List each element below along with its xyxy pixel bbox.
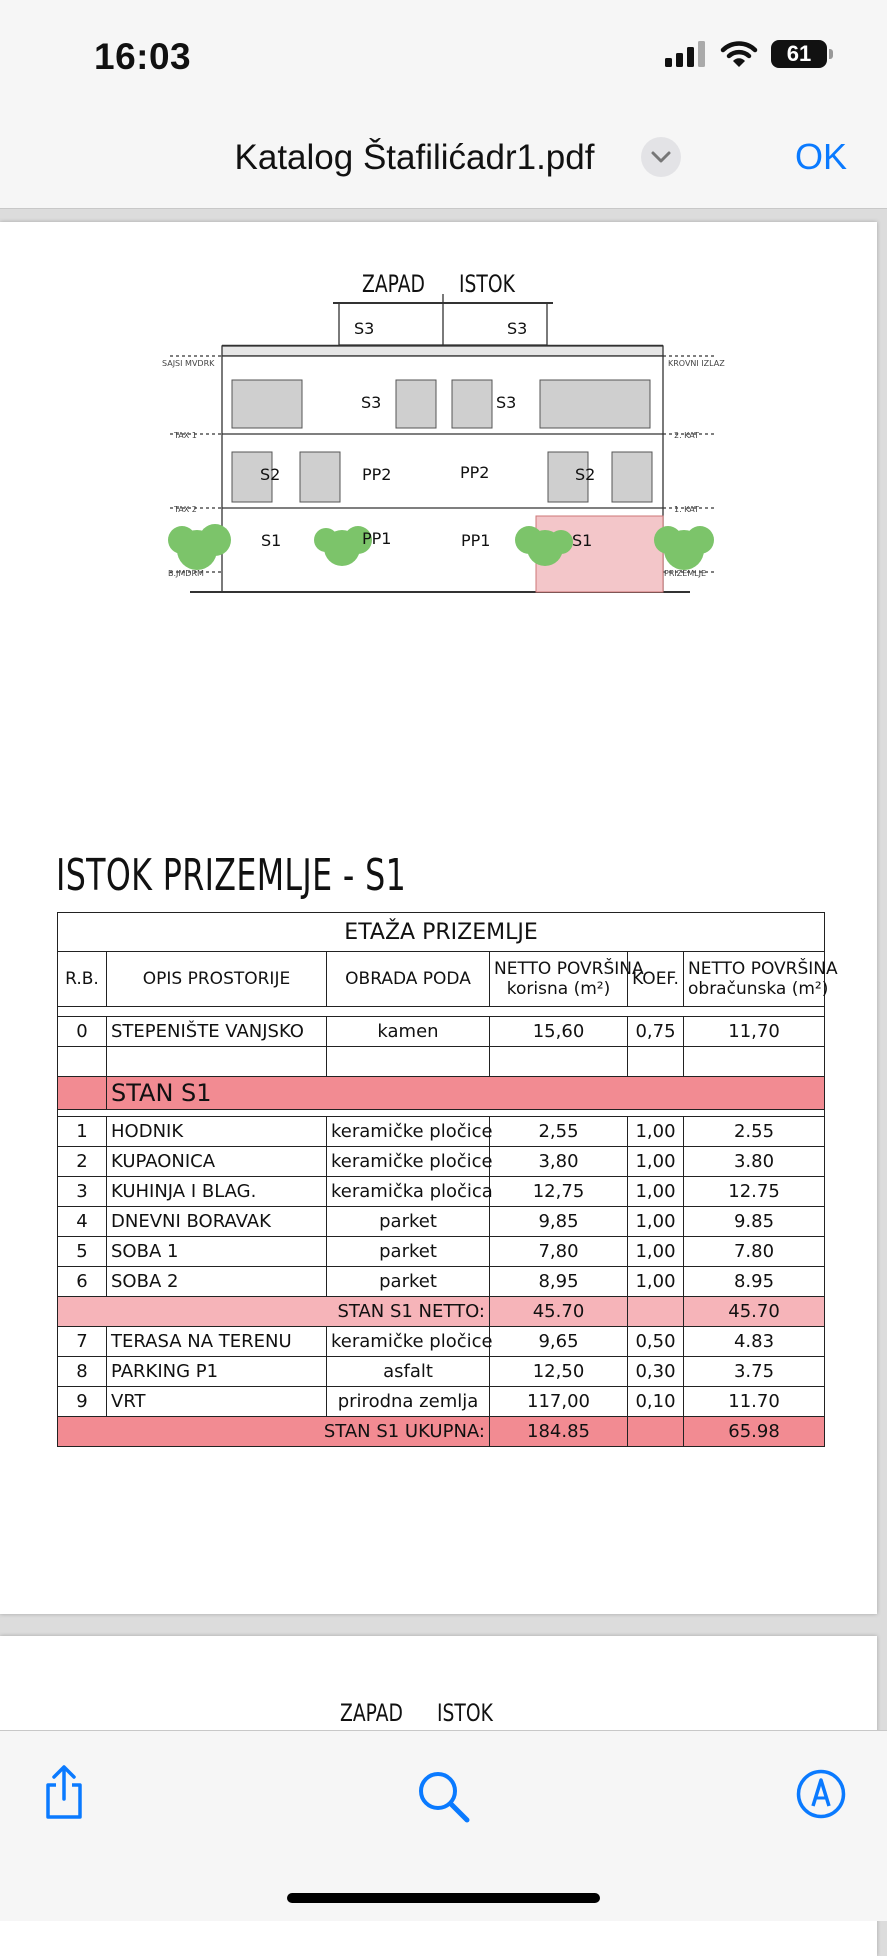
status-icons bbox=[665, 40, 827, 68]
level-label: TAX 1 bbox=[174, 431, 197, 440]
cell-rb: 6 bbox=[58, 1267, 107, 1297]
unit-label: S2 bbox=[260, 465, 281, 484]
search-icon bbox=[416, 1769, 472, 1825]
header-line: korisna (m²) bbox=[506, 979, 611, 999]
cell-korisna: 3,80 bbox=[490, 1147, 628, 1177]
cell-rb: 8 bbox=[58, 1357, 107, 1387]
col-header-obrada: OBRADA PODA bbox=[327, 952, 490, 1007]
table-header-row bbox=[58, 952, 825, 1007]
share-button[interactable] bbox=[38, 1763, 90, 1821]
cell-koef: 1,00 bbox=[628, 1207, 684, 1237]
pdf-page-1[interactable] bbox=[0, 222, 877, 1614]
cell-koef: 0,30 bbox=[628, 1357, 684, 1387]
chevron-down-icon bbox=[651, 151, 671, 163]
cell-korisna: 9,85 bbox=[490, 1207, 628, 1237]
netto-korisna: 45.70 bbox=[490, 1297, 628, 1327]
cell-koef: 0,10 bbox=[628, 1387, 684, 1417]
empty-cell bbox=[628, 1417, 684, 1447]
unit-label: PP1 bbox=[461, 531, 491, 550]
level-label: KROVNI IZLAZ bbox=[668, 359, 725, 368]
level-label: 1. KAT bbox=[674, 505, 700, 514]
header-line: obračunska (m²) bbox=[688, 979, 829, 999]
cell-obracunska: 2.55 bbox=[684, 1117, 825, 1147]
empty-cell bbox=[58, 1077, 107, 1110]
cell-koef: 0,50 bbox=[628, 1327, 684, 1357]
cellular-signal-icon bbox=[665, 41, 707, 67]
cell-opis: HODNIK bbox=[107, 1117, 327, 1147]
floor-heading: ETAŽA PRIZEMLJE bbox=[58, 913, 825, 952]
empty-cell bbox=[107, 1047, 327, 1077]
cell-obracunska: 11,70 bbox=[684, 1017, 825, 1047]
cell-rb: 9 bbox=[58, 1387, 107, 1417]
cell-obrada: keramička pločica bbox=[327, 1177, 490, 1207]
cell-koef: 1,00 bbox=[628, 1147, 684, 1177]
cell-rb: 5 bbox=[58, 1237, 107, 1267]
unit-label: PP2 bbox=[362, 465, 392, 484]
cell-korisna: 117,00 bbox=[490, 1387, 628, 1417]
empty-cell bbox=[58, 1047, 107, 1077]
cell-obrada: keramičke pločice bbox=[327, 1117, 490, 1147]
section-title: ISTOK PRIZEMLJE - S1 bbox=[56, 850, 407, 901]
cell-korisna: 12,75 bbox=[490, 1177, 628, 1207]
table-row bbox=[58, 913, 825, 952]
spacer-cell bbox=[58, 1110, 825, 1117]
cell-koef: 0,75 bbox=[628, 1017, 684, 1047]
cell-koef: 1,00 bbox=[628, 1237, 684, 1267]
markup-icon bbox=[795, 1768, 847, 1820]
cell-korisna: 2,55 bbox=[490, 1117, 628, 1147]
cell-koef: 1,00 bbox=[628, 1267, 684, 1297]
cell-obracunska: 12.75 bbox=[684, 1177, 825, 1207]
clock: 16:03 bbox=[94, 36, 192, 77]
title-menu-button[interactable] bbox=[641, 137, 681, 177]
table-row bbox=[58, 1007, 825, 1017]
unit-label: S3 bbox=[507, 319, 528, 338]
label-east: ISTOK bbox=[437, 1699, 493, 1727]
label-east: ISTOK bbox=[459, 270, 515, 298]
room-area-table bbox=[57, 912, 838, 1447]
level-label: 2. KAT bbox=[674, 431, 700, 440]
cell-obrada: keramičke pločice bbox=[327, 1327, 490, 1357]
cell-opis: TERASA NA TERENU bbox=[107, 1327, 327, 1357]
empty-cell bbox=[628, 1047, 684, 1077]
cell-obracunska: 4.83 bbox=[684, 1327, 825, 1357]
cell-obrada: parket bbox=[327, 1267, 490, 1297]
ukupna-obracunska: 65.98 bbox=[684, 1417, 825, 1447]
empty-cell bbox=[327, 1047, 490, 1077]
header-line: NETTO POVRŠINA bbox=[688, 959, 838, 979]
table-row bbox=[58, 1237, 825, 1267]
cell-opis: SOBA 2 bbox=[107, 1267, 327, 1297]
battery-icon bbox=[771, 40, 827, 68]
document-title[interactable]: Katalog Štafilićadr1.pdf bbox=[234, 138, 595, 177]
unit-label: S3 bbox=[361, 393, 382, 412]
cell-korisna: 12,50 bbox=[490, 1357, 628, 1387]
empty-cell bbox=[490, 1047, 628, 1077]
unit-label: S1 bbox=[261, 531, 282, 550]
cell-obracunska: 3.80 bbox=[684, 1147, 825, 1177]
table-row bbox=[58, 1017, 825, 1047]
cell-korisna: 15,60 bbox=[490, 1017, 628, 1047]
empty-cell bbox=[684, 1047, 825, 1077]
wifi-icon bbox=[721, 40, 757, 68]
cell-rb: 2 bbox=[58, 1147, 107, 1177]
table-row bbox=[58, 1047, 825, 1077]
cell-opis: KUHINJA I BLAG. bbox=[107, 1177, 327, 1207]
cell-rb: 7 bbox=[58, 1327, 107, 1357]
battery-level: 61 bbox=[786, 41, 812, 66]
ok-button[interactable]: OK bbox=[794, 136, 847, 177]
cell-koef: 1,00 bbox=[628, 1177, 684, 1207]
header-line: NETTO POVRŠINA bbox=[494, 959, 644, 979]
unit-label: PP2 bbox=[460, 463, 490, 482]
cell-obracunska: 9.85 bbox=[684, 1207, 825, 1237]
ukupna-korisna: 184.85 bbox=[490, 1417, 628, 1447]
cell-obracunska: 3.75 bbox=[684, 1357, 825, 1387]
nav-bar bbox=[0, 110, 887, 209]
cell-rb: 3 bbox=[58, 1177, 107, 1207]
table-row bbox=[58, 1387, 825, 1417]
cell-obracunska: 8.95 bbox=[684, 1267, 825, 1297]
unit-label: PP1 bbox=[362, 529, 392, 548]
building-elevation-drawing bbox=[0, 222, 877, 578]
cell-rb: 1 bbox=[58, 1117, 107, 1147]
col-header-netto-obracunska bbox=[684, 952, 838, 1007]
table-row bbox=[58, 1327, 825, 1357]
level-label: PRIZEMLJE bbox=[664, 569, 707, 578]
cell-obrada: keramičke pločice bbox=[327, 1147, 490, 1177]
cell-obrada: parket bbox=[327, 1237, 490, 1267]
level-label: TAX 2 bbox=[174, 505, 197, 514]
cell-korisna: 7,80 bbox=[490, 1237, 628, 1267]
table-row bbox=[58, 1110, 825, 1117]
cell-obrada: asfalt bbox=[327, 1357, 490, 1387]
search-button[interactable] bbox=[416, 1769, 472, 1825]
cell-obrada: parket bbox=[327, 1207, 490, 1237]
cell-opis: SOBA 1 bbox=[107, 1237, 327, 1267]
cell-opis: KUPAONICA bbox=[107, 1147, 327, 1177]
status-bar bbox=[0, 0, 887, 110]
cell-korisna: 8,95 bbox=[490, 1267, 628, 1297]
home-indicator bbox=[287, 1893, 600, 1903]
unit-label: S1 bbox=[572, 531, 593, 550]
cell-opis: DNEVNI BORAVAK bbox=[107, 1207, 327, 1237]
stan-heading-row bbox=[58, 1077, 825, 1110]
cell-opis: STEPENIŠTE VANJSKO bbox=[107, 1017, 327, 1047]
cell-rb: 4 bbox=[58, 1207, 107, 1237]
label-west: ZAPAD bbox=[340, 1699, 403, 1727]
table-row bbox=[58, 1357, 825, 1387]
cell-obracunska: 7.80 bbox=[684, 1237, 825, 1267]
spacer-cell bbox=[58, 1007, 825, 1017]
cell-obracunska: 11.70 bbox=[684, 1387, 825, 1417]
cell-korisna: 9,65 bbox=[490, 1327, 628, 1357]
table-row bbox=[58, 1267, 825, 1297]
unit-label: S2 bbox=[575, 465, 596, 484]
netto-label: STAN S1 NETTO: bbox=[58, 1297, 490, 1327]
empty-cell bbox=[628, 1297, 684, 1327]
level-label: SAJSI MVDRK bbox=[162, 359, 215, 368]
col-header-koef: KOEF. bbox=[628, 952, 684, 1007]
cell-opis: PARKING P1 bbox=[107, 1357, 327, 1387]
markup-button[interactable] bbox=[795, 1768, 847, 1820]
col-header-rb: R.B. bbox=[58, 952, 107, 1007]
table-row bbox=[58, 1117, 825, 1147]
unit-label: S3 bbox=[496, 393, 517, 412]
level-label: B.JMDRM bbox=[168, 569, 204, 578]
table-row bbox=[58, 1177, 825, 1207]
cell-obrada: kamen bbox=[327, 1017, 490, 1047]
col-header-opis: OPIS PROSTORIJE bbox=[107, 952, 327, 1007]
col-header-netto-korisna bbox=[490, 952, 644, 1007]
cell-rb: 0 bbox=[58, 1017, 107, 1047]
cell-koef: 1,00 bbox=[628, 1117, 684, 1147]
cell-obrada: prirodna zemlja bbox=[327, 1387, 490, 1417]
ukupna-label: STAN S1 UKUPNA: bbox=[58, 1417, 490, 1447]
table-row bbox=[58, 1147, 825, 1177]
netto-obracunska: 45.70 bbox=[684, 1297, 825, 1327]
stan-label: STAN S1 bbox=[107, 1077, 825, 1110]
netto-total-row bbox=[58, 1297, 825, 1327]
ukupna-total-row bbox=[58, 1417, 825, 1447]
share-icon bbox=[38, 1763, 90, 1821]
cell-opis: VRT bbox=[107, 1387, 327, 1417]
unit-label: S3 bbox=[354, 319, 375, 338]
table-row bbox=[58, 1207, 825, 1237]
label-west: ZAPAD bbox=[362, 270, 425, 298]
